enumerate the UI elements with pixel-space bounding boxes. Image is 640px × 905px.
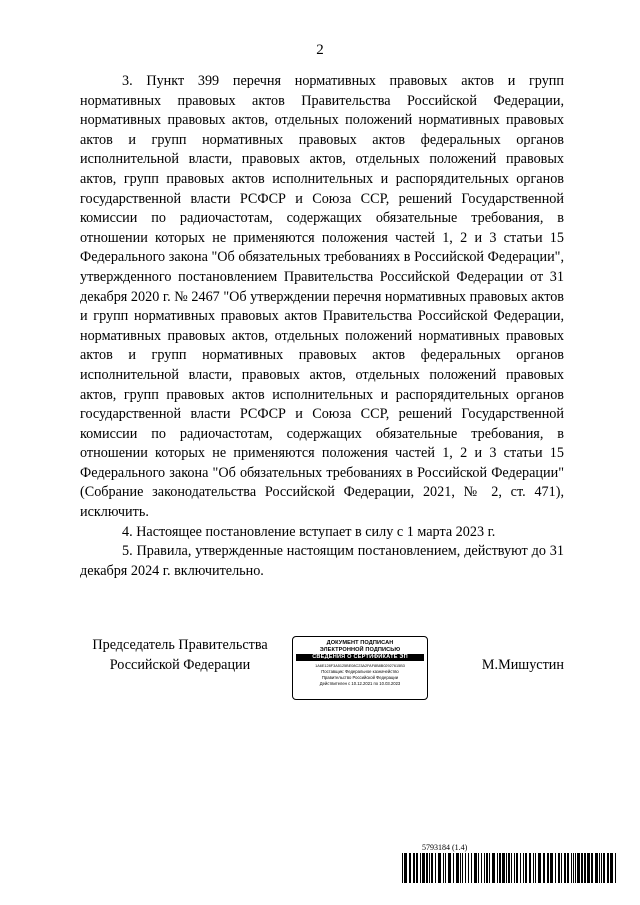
signer-title-line2: Российской Федерации — [109, 656, 251, 673]
signer-title-line1: Председатель Правительства — [92, 637, 268, 653]
signature-block — [80, 636, 564, 706]
stamp-owner: Правительство Российской Федерации — [321, 675, 399, 681]
stamp-issuer: Поставщик: Федеральное казначейство — [321, 669, 399, 675]
stamp-heading-line1: ДОКУМЕНТ ПОДПИСАН — [326, 640, 394, 646]
barcode-area — [402, 843, 618, 883]
signer-title — [80, 636, 280, 675]
paragraph-3: 3. Пункт 399 перечня нормативных правовых актов и групп нормативных правовых актов Правительства Российской Федерации, нормативных правовых актов, отдельных положений нормативных правовых актов и групп нормативных правовых актов федеральных органов исполнительной власти, правовых актов, отдельных положений правовых актов, групп правовых актов исполнительных и распорядительных органов государственной власти РСФСР и Союза ССР, решений Государственной комиссии по радиочастотам, содержащих обязательные требования, в отношении которых не применяются положения частей 1, 2 и 3 статьи 15 Федерального закона "Об обязательных требованиях в Российской Федерации", утвержденного постановлением Правительства Российской Федерации от 31 декабря 2020 г. № 2467 "Об утверждении перечня нормативных правовых актов и групп нормативных правовых актов Правительства Российской Федерации, нормативных правовых актов, отдельных положений нормативных правовых актов и групп нормативных правовых актов федеральных органов исполнительной власти, правовых актов, отдельных положений правовых актов, групп правовых актов исполнительных и распорядительных органов государственной власти РСФСР и Союза ССР, решений Государственной комиссии по радиочастотам, содержащих обязательные требования, в отношении которых не применяются положения частей 1, 2 и 3 статьи 15 Федерального закона "Об обязательных требованиях в Российской Федерации" (Собрание законодательства Российской Федерации, 2021, № 2, ст. 471), исключить. — [80, 73, 564, 521]
electronic-signature-stamp — [292, 636, 428, 700]
stamp-heading-line2: ЭЛЕКТРОННОЙ ПОДПИСЬЮ — [319, 646, 401, 653]
paragraph-5: 5. Правила, утвержденные настоящим постановлением, действуют до 31 декабря 2024 г. включительно. — [80, 543, 564, 579]
barcode-icon — [402, 853, 618, 883]
page-number: 2 — [316, 42, 324, 58]
signer-name: М.Мишустин — [481, 657, 564, 673]
stamp-serial: 1A6E128F3A5125BE08C23A2FAF8B8B02927615B3 — [315, 664, 405, 669]
barcode-label: 5793184 (1.4) — [422, 843, 468, 852]
stamp-validity: Действителен с 10.12.2021 по 10.03.2023 — [319, 681, 401, 687]
paragraph-4: 4. Настоящее постановление вступает в силу с 1 марта 2023 г. — [122, 523, 496, 540]
stamp-certificate-bar: СВЕДЕНИЯ О СЕРТИФИКАТЕ ЭП — [296, 654, 424, 661]
document-body — [80, 72, 564, 581]
